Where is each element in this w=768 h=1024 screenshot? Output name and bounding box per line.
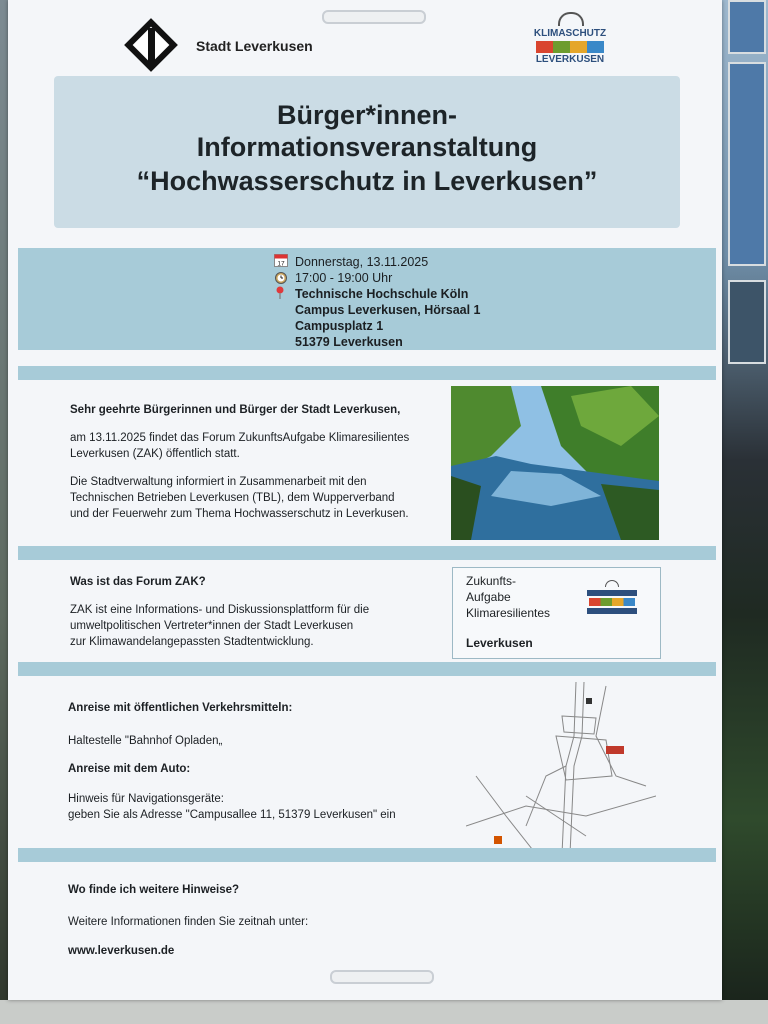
divider-band bbox=[18, 662, 716, 676]
nav-hint-line-2: geben Sie als Adresse "Campusallee 11, 51379 Leverkusen" ein bbox=[68, 809, 396, 821]
zak-description: ZAK ist eine Informations- und Diskussionsplattform für die umweltpolitischen Vertreter*innen der Stadt Leverkusen zur Klimawandelangepassten Stadtentwicklung. bbox=[70, 604, 370, 648]
building-window bbox=[728, 280, 766, 364]
event-date: Donnerstag, 13.11.2025 bbox=[295, 255, 429, 269]
divider-band bbox=[18, 848, 716, 862]
location-line-1: Technische Hochschule Köln bbox=[295, 287, 469, 301]
divider-band bbox=[18, 366, 716, 380]
background-ground bbox=[0, 1000, 768, 1024]
website-link[interactable]: www.leverkusen.de bbox=[68, 945, 175, 957]
location-line-3: Campusplatz 1 bbox=[295, 319, 384, 333]
greeting: Sehr geehrte Bürgerinnen und Bürger der Stadt Leverkusen, bbox=[70, 404, 401, 416]
location-line-2: Campus Leverkusen, Hörsaal 1 bbox=[295, 303, 481, 317]
dome-icon bbox=[558, 12, 584, 26]
location-pin-icon bbox=[274, 286, 286, 303]
river-photo bbox=[451, 386, 659, 540]
poster bbox=[8, 0, 722, 1000]
zak-heading: Was ist das Forum ZAK? bbox=[70, 576, 206, 588]
divider-band bbox=[18, 546, 716, 560]
building-window bbox=[728, 0, 766, 54]
hanger-bottom bbox=[330, 970, 434, 984]
building-window bbox=[728, 62, 766, 266]
intro-para-1: am 13.11.2025 findet das Forum ZukunftsAufgabe Klimaresilientes Leverkusen (ZAK) öffentlich statt. bbox=[70, 432, 410, 460]
intro-para-2: Die Stadtverwaltung informiert in Zusammenarbeit mit den Technischen Betrieben Leverkusen (TBL), dem Wupperverband und der Feuerwehr zum Thema Hochwasserschutz in Leverkusen. bbox=[70, 476, 409, 520]
more-info-text: Weitere Informationen finden Sie zeitnah unter: bbox=[68, 916, 309, 928]
more-info-heading: Wo finde ich weitere Hinweise? bbox=[68, 884, 240, 896]
hanger-top bbox=[322, 10, 426, 24]
background-building bbox=[722, 0, 768, 1024]
event-time: 17:00 - 19:00 Uhr bbox=[295, 271, 393, 285]
city-name: Stadt Leverkusen bbox=[196, 38, 313, 54]
klimaschutz-small-logo bbox=[587, 580, 637, 616]
calendar-icon bbox=[274, 253, 288, 270]
nav-hint-line-1: Hinweis für Navigationsgeräte: bbox=[68, 793, 224, 805]
title-line-1: Bürger*innen- bbox=[276, 100, 457, 130]
public-transport-heading: Anreise mit öffentlichen Verkehrsmitteln: bbox=[68, 702, 293, 714]
title-box bbox=[54, 76, 680, 228]
svg-text:17: 17 bbox=[277, 260, 285, 267]
location-line-4: 51379 Leverkusen bbox=[295, 335, 403, 349]
public-transport-stop: Haltestelle "Bahnhof Opladen„ bbox=[68, 735, 223, 747]
title-line-2: Informationsveranstaltung bbox=[196, 132, 538, 162]
location-map bbox=[466, 676, 656, 854]
zak-logo-box: Zukunfts- Aufgabe Klimaresilientes Leverkusen bbox=[452, 567, 661, 659]
klimaschutz-logo: KLIMASCHUTZ LEVERKUSEN bbox=[532, 12, 608, 68]
event-info-band bbox=[18, 248, 716, 350]
alarm-clock-icon bbox=[274, 270, 288, 287]
car-heading: Anreise mit dem Auto: bbox=[68, 763, 191, 775]
title-line-3: “Hochwasserschutz in Leverkusen” bbox=[136, 166, 598, 196]
